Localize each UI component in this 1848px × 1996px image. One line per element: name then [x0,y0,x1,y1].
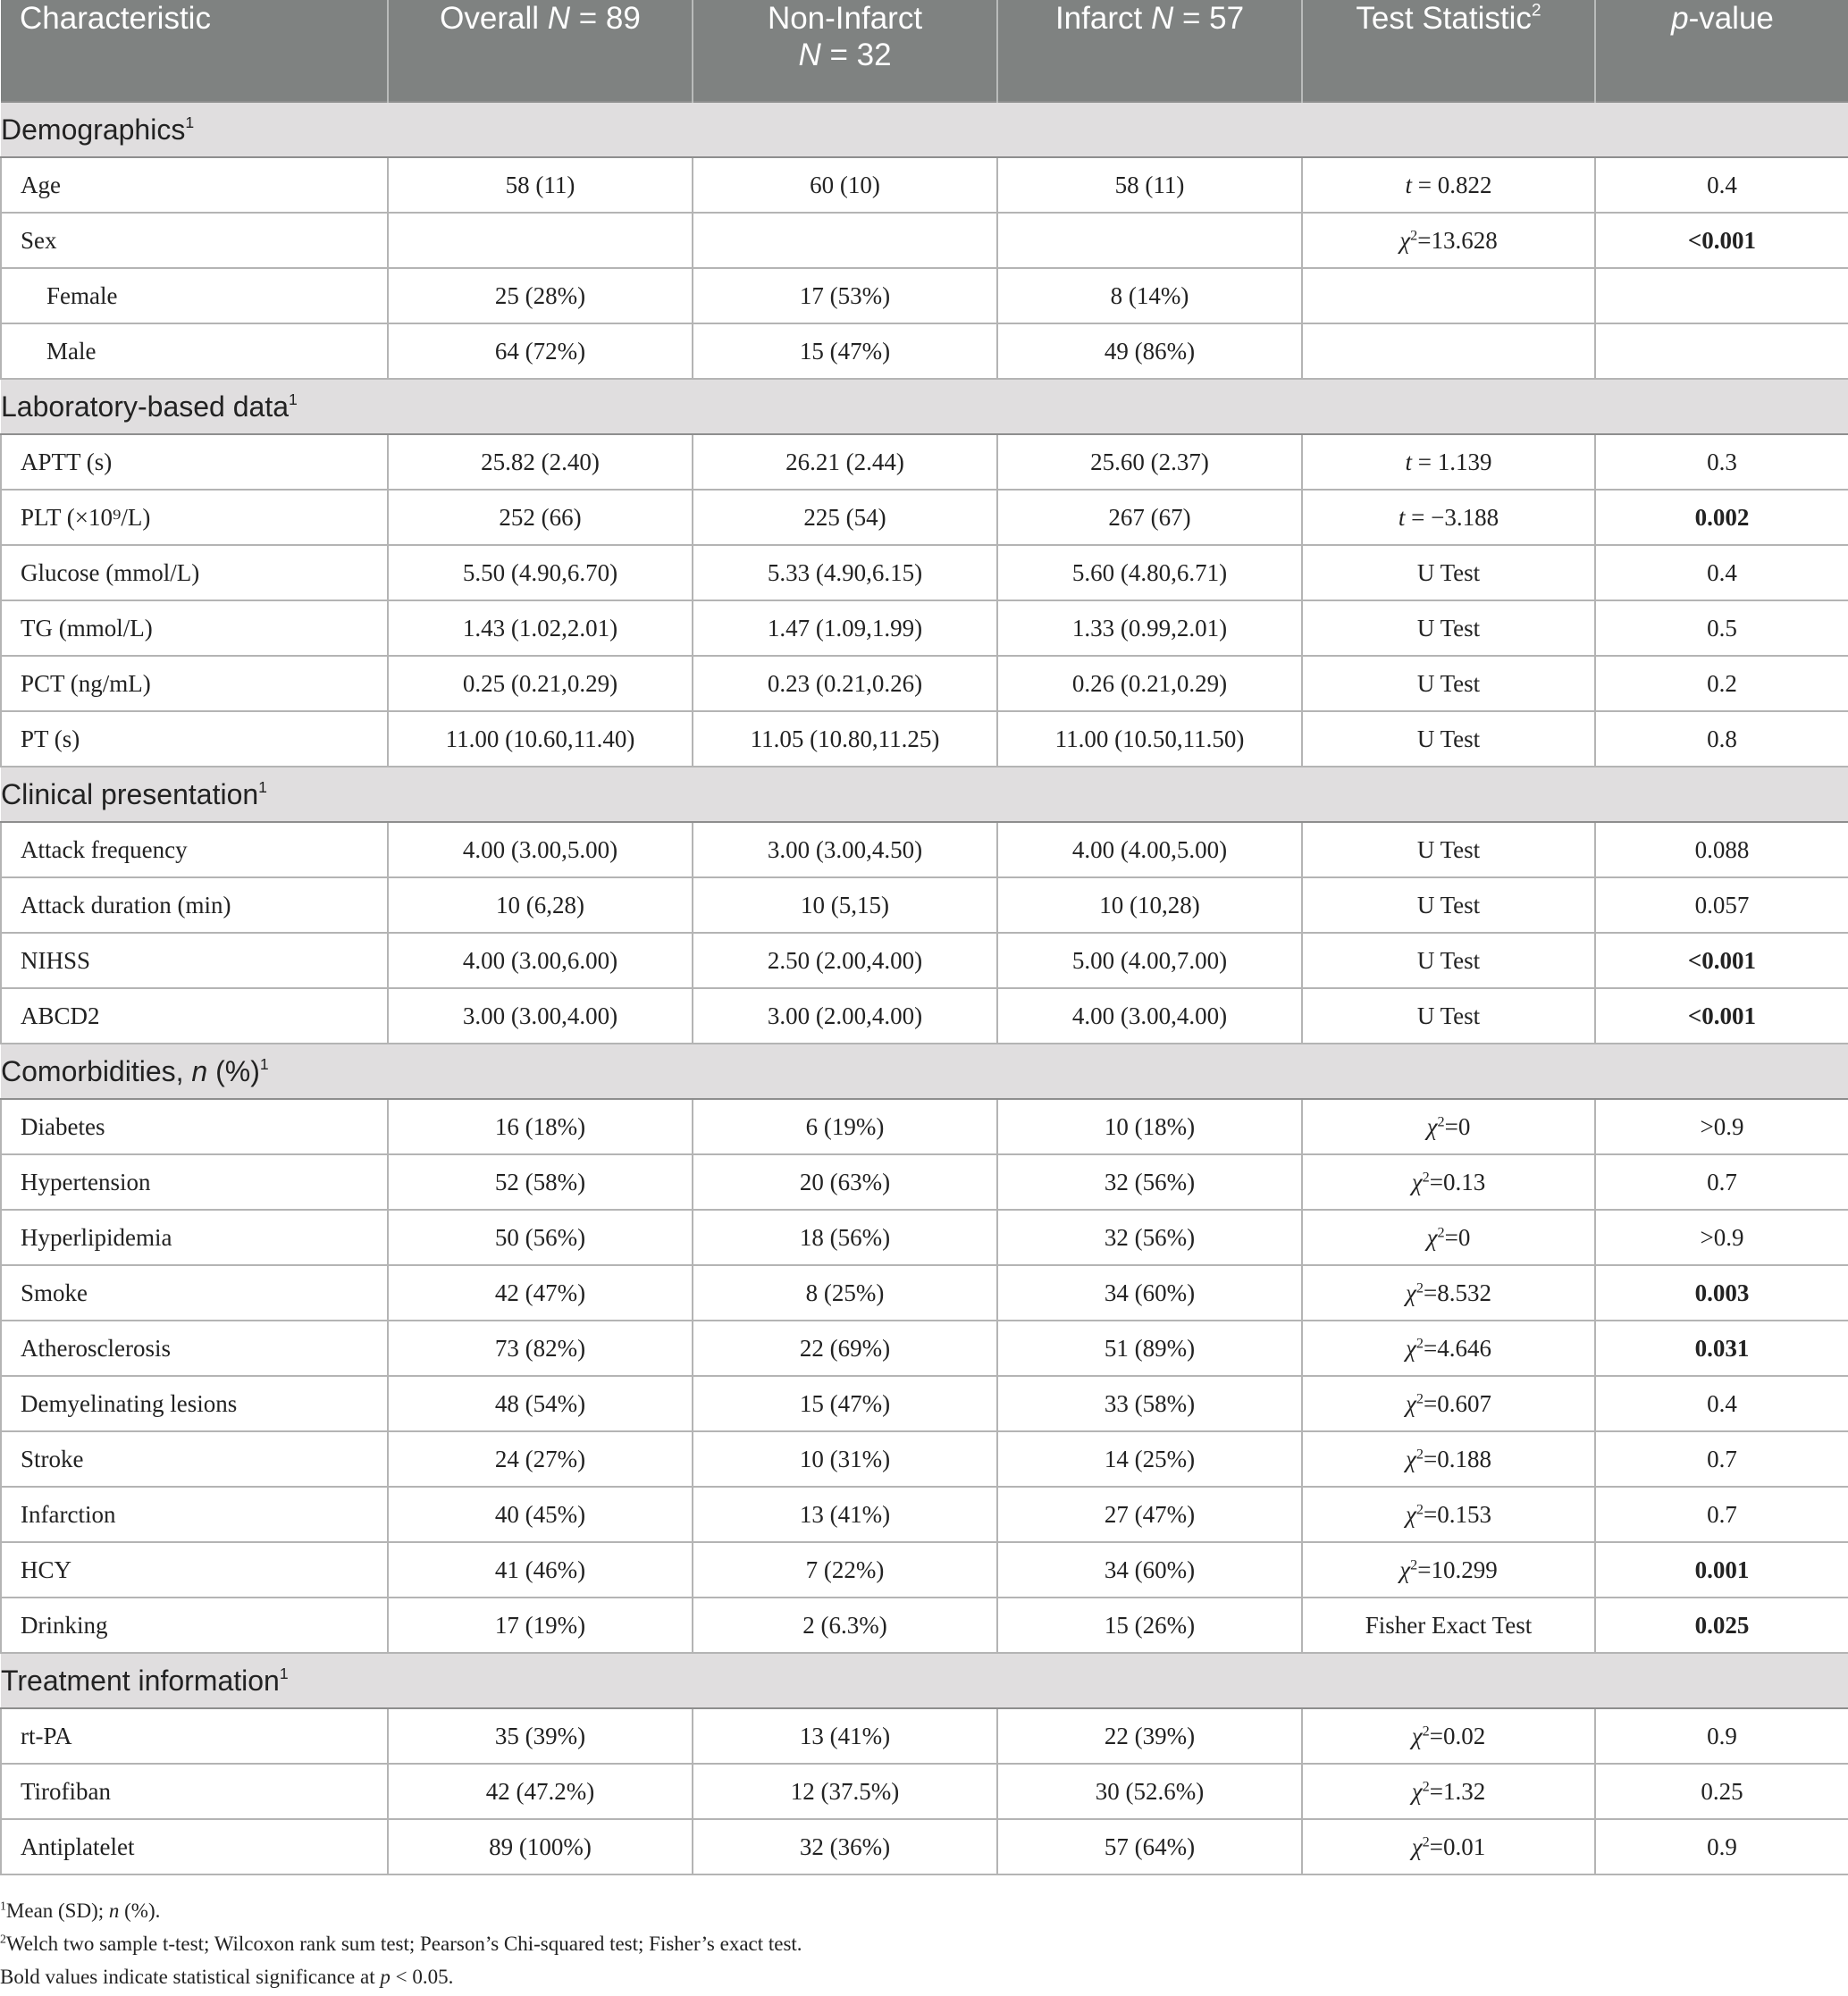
cell-pvalue: 0.003 [1595,1265,1848,1321]
cell-overall: 1.43 (1.02,2.01) [388,600,693,656]
cell-infarct: 5.00 (4.00,7.00) [997,933,1302,988]
cell-test-statistic: $\chi^2=10.299$ [1302,1542,1595,1598]
footnote-marker: 1 [185,113,195,131]
cell-pvalue: 0.9 [1595,1708,1848,1764]
cell-pvalue: 0.5 [1595,600,1848,656]
cell-overall: 42 (47.2%) [388,1764,693,1819]
cell-pvalue: 0.057 [1595,877,1848,933]
table-row [1,157,1848,213]
cell-noninfarct: 18 (56%) [693,1210,997,1265]
row-label: rt-PA [1,1708,388,1764]
cell-pvalue: 0.088 [1595,822,1848,877]
cell-pvalue: 0.9 [1595,1819,1848,1874]
cell-overall: 252 (66) [388,490,693,545]
cell-test-statistic: t = −3.188 [1302,490,1595,545]
row-label: PLT (×10⁹/L) [1,490,388,545]
cell-noninfarct: 15 (47%) [693,1376,997,1431]
cell-infarct: 1.33 (0.99,2.01) [997,600,1302,656]
cell-noninfarct: 0.23 (0.21,0.26) [693,656,997,711]
section-header [1,1653,1848,1708]
table-row [1,1154,1848,1210]
row-label: Drinking [1,1598,388,1653]
cell-overall [388,213,693,268]
cell-overall: 64 (72%) [388,323,693,379]
cell-overall: 89 (100%) [388,1819,693,1874]
cell-infarct: 5.60 (4.80,6.71) [997,545,1302,600]
cell-overall: 48 (54%) [388,1376,693,1431]
row-label: Hypertension [1,1154,388,1210]
cell-pvalue: <0.001 [1595,933,1848,988]
cell-test-statistic: U Test [1302,600,1595,656]
cell-pvalue: >0.9 [1595,1099,1848,1154]
table-row [1,545,1848,600]
cell-overall: 24 (27%) [388,1431,693,1487]
header-test-statistic-label: Test Statistic [1356,1,1532,36]
cell-overall: 58 (11) [388,157,693,213]
row-label: Age [1,157,388,213]
table-row [1,1708,1848,1764]
cell-test-statistic: U Test [1302,656,1595,711]
row-label: Antiplatelet [1,1819,388,1874]
cell-infarct: 32 (56%) [997,1154,1302,1210]
row-label: Attack frequency [1,822,388,877]
cell-noninfarct: 13 (41%) [693,1708,997,1764]
section-row [1,1653,1848,1708]
cell-infarct: 267 (67) [997,490,1302,545]
cell-overall: 25.82 (2.40) [388,434,693,490]
table-row [1,1764,1848,1819]
cell-test-statistic [1302,323,1595,379]
cell-noninfarct: 32 (36%) [693,1819,997,1874]
cell-noninfarct: 1.47 (1.09,1.99) [693,600,997,656]
section-row [1,1044,1848,1099]
table-row [1,711,1848,767]
cell-pvalue: 0.25 [1595,1764,1848,1819]
cell-noninfarct: 13 (41%) [693,1487,997,1542]
row-label: HCY [1,1542,388,1598]
row-label: Sex [1,213,388,268]
cell-test-statistic: U Test [1302,822,1595,877]
footnote-2: $^2$Welch two sample t-test; Wilcoxon rank sum test; Pearson’s Chi-squared test; Fisher’s exact test. [0,1932,802,1955]
cell-noninfarct [693,213,997,268]
footnote-marker: 1 [259,1054,269,1073]
row-label: PT (s) [1,711,388,767]
cell-infarct: 10 (10,28) [997,877,1302,933]
cell-pvalue: 0.8 [1595,711,1848,767]
cell-overall: 16 (18%) [388,1099,693,1154]
table-row [1,1487,1848,1542]
table-row [1,1542,1848,1598]
cell-pvalue: 0.4 [1595,157,1848,213]
section-header [1,102,1848,157]
cell-overall: 0.25 (0.21,0.29) [388,656,693,711]
cell-test-statistic [1302,268,1595,323]
section-header [1,1044,1848,1099]
cell-test-statistic: $\chi^2=1.32$ [1302,1764,1595,1819]
cell-infarct: 10 (18%) [997,1099,1302,1154]
cell-infarct: 0.26 (0.21,0.29) [997,656,1302,711]
cell-infarct: 4.00 (4.00,5.00) [997,822,1302,877]
cell-noninfarct: 10 (31%) [693,1431,997,1487]
table-row [1,822,1848,877]
row-label: Attack duration (min) [1,877,388,933]
row-label: Smoke [1,1265,388,1321]
cell-test-statistic: $\chi^2=8.532$ [1302,1265,1595,1321]
cell-pvalue [1595,323,1848,379]
cell-overall: 73 (82%) [388,1321,693,1376]
header-noninfarct-line2: N = 32 [798,38,892,72]
cell-pvalue: 0.7 [1595,1487,1848,1542]
cell-infarct: 11.00 (10.50,11.50) [997,711,1302,767]
cell-pvalue: 0.2 [1595,656,1848,711]
cell-overall: 11.00 (10.60,11.40) [388,711,693,767]
table-row [1,933,1848,988]
cell-noninfarct: 3.00 (3.00,4.50) [693,822,997,877]
cell-test-statistic: U Test [1302,545,1595,600]
table-row [1,877,1848,933]
cell-test-statistic: U Test [1302,711,1595,767]
cell-infarct: 34 (60%) [997,1265,1302,1321]
cell-overall: 5.50 (4.90,6.70) [388,545,693,600]
cell-pvalue: 0.001 [1595,1542,1848,1598]
cell-pvalue: <0.001 [1595,988,1848,1044]
cell-test-statistic: t = 1.139 [1302,434,1595,490]
header-pvalue: p-value [1595,0,1848,102]
section-title: Clinical presentation [1,777,259,810]
header-overall: Overall N = 89 [388,0,693,102]
header-noninfarct-line1: Non-Infarct [767,1,923,36]
cell-overall: 17 (19%) [388,1598,693,1653]
header-characteristic: Characteristic [1,0,388,102]
row-label: ABCD2 [1,988,388,1044]
cell-pvalue: 0.4 [1595,1376,1848,1431]
footnote-marker: 1 [258,777,267,796]
cell-pvalue [1595,268,1848,323]
cell-overall: 35 (39%) [388,1708,693,1764]
footnote-marker: 1 [279,1664,289,1682]
table-row [1,656,1848,711]
cell-test-statistic: $\chi^2=4.646$ [1302,1321,1595,1376]
cell-noninfarct: 11.05 (10.80,11.25) [693,711,997,767]
cell-test-statistic: $\chi^2=0.01$ [1302,1819,1595,1874]
section-title: Comorbidities, n (%) [1,1054,260,1087]
section-header [1,379,1848,434]
cell-overall: 4.00 (3.00,6.00) [388,933,693,988]
footnote-marker: 1 [289,390,298,408]
row-label: Atherosclerosis [1,1321,388,1376]
cell-test-statistic: $\chi^2=0.188$ [1302,1431,1595,1487]
cell-overall: 40 (45%) [388,1487,693,1542]
table-row [1,1210,1848,1265]
cell-test-statistic: t = 0.822 [1302,157,1595,213]
footnote-marker: 2 [1531,1,1541,21]
cell-pvalue: >0.9 [1595,1210,1848,1265]
cell-pvalue: 0.7 [1595,1154,1848,1210]
cell-infarct: 58 (11) [997,157,1302,213]
section-row [1,379,1848,434]
table-row [1,1598,1848,1653]
cell-test-statistic: $\chi^2=0.13$ [1302,1154,1595,1210]
cell-test-statistic: $\chi^2=0.153$ [1302,1487,1595,1542]
row-label: Stroke [1,1431,388,1487]
row-label: APTT (s) [1,434,388,490]
section-title: Laboratory-based data [1,390,289,423]
section-title: Treatment information [1,1664,280,1697]
cell-overall: 3.00 (3.00,4.00) [388,988,693,1044]
cell-infarct: 34 (60%) [997,1542,1302,1598]
cell-noninfarct: 10 (5,15) [693,877,997,933]
cell-test-statistic: $\chi^2=0$ [1302,1210,1595,1265]
cell-noninfarct: 7 (22%) [693,1542,997,1598]
table-row [1,490,1848,545]
row-label: PCT (ng/mL) [1,656,388,711]
row-label: Glucose (mmol/L) [1,545,388,600]
row-label: Tirofiban [1,1764,388,1819]
table-row [1,1431,1848,1487]
cell-pvalue: 0.031 [1595,1321,1848,1376]
cell-overall: 52 (58%) [388,1154,693,1210]
cell-pvalue: 0.4 [1595,545,1848,600]
cell-infarct: 30 (52.6%) [997,1764,1302,1819]
row-label: Hyperlipidemia [1,1210,388,1265]
cell-overall: 42 (47%) [388,1265,693,1321]
table-row [1,1321,1848,1376]
cell-infarct: 51 (89%) [997,1321,1302,1376]
header-noninfarct [693,0,997,102]
cell-test-statistic: U Test [1302,988,1595,1044]
cell-pvalue: 0.025 [1595,1598,1848,1653]
table-body [1,102,1848,1874]
header-test-statistic [1302,0,1595,102]
row-label: Diabetes [1,1099,388,1154]
cell-noninfarct: 2 (6.3%) [693,1598,997,1653]
section-row [1,767,1848,822]
cell-noninfarct: 6 (19%) [693,1099,997,1154]
table-row [1,323,1848,379]
footnotes [0,1894,1848,1993]
cell-overall: 4.00 (3.00,5.00) [388,822,693,877]
cell-noninfarct: 20 (63%) [693,1154,997,1210]
cell-pvalue: 0.7 [1595,1431,1848,1487]
cell-infarct: 25.60 (2.37) [997,434,1302,490]
cell-pvalue: 0.002 [1595,490,1848,545]
row-label: Infarction [1,1487,388,1542]
row-label: Male [1,323,388,379]
header-row [1,0,1848,102]
cell-test-statistic: $\chi^2=13.628$ [1302,213,1595,268]
table-row [1,1099,1848,1154]
row-label: NIHSS [1,933,388,988]
header-infarct: Infarct N = 57 [997,0,1302,102]
section-row [1,102,1848,157]
footnote-1: $^1$Mean (SD); n (%). [0,1899,161,1922]
cell-infarct: 8 (14%) [997,268,1302,323]
cell-test-statistic: $\chi^2=0.02$ [1302,1708,1595,1764]
cell-infarct: 27 (47%) [997,1487,1302,1542]
cell-infarct: 33 (58%) [997,1376,1302,1431]
cell-infarct [997,213,1302,268]
cell-noninfarct: 22 (69%) [693,1321,997,1376]
cell-test-statistic: $\chi^2=0$ [1302,1099,1595,1154]
cell-noninfarct: 60 (10) [693,157,997,213]
row-label: Demyelinating lesions [1,1376,388,1431]
cell-test-statistic: Fisher Exact Test [1302,1598,1595,1653]
cell-pvalue: 0.3 [1595,434,1848,490]
cell-infarct: 14 (25%) [997,1431,1302,1487]
cell-infarct: 4.00 (3.00,4.00) [997,988,1302,1044]
cell-test-statistic: U Test [1302,933,1595,988]
cell-test-statistic: $\chi^2=0.607$ [1302,1376,1595,1431]
table-row [1,268,1848,323]
table-row [1,1819,1848,1874]
cell-noninfarct: 3.00 (2.00,4.00) [693,988,997,1044]
cell-noninfarct: 15 (47%) [693,323,997,379]
cell-noninfarct: 17 (53%) [693,268,997,323]
cell-noninfarct: 5.33 (4.90,6.15) [693,545,997,600]
cell-infarct: 49 (86%) [997,323,1302,379]
cell-overall: 50 (56%) [388,1210,693,1265]
cell-infarct: 57 (64%) [997,1819,1302,1874]
cell-overall: 25 (28%) [388,268,693,323]
cell-infarct: 32 (56%) [997,1210,1302,1265]
cell-noninfarct: 8 (25%) [693,1265,997,1321]
cell-infarct: 22 (39%) [997,1708,1302,1764]
cell-noninfarct: 12 (37.5%) [693,1764,997,1819]
section-title: Demographics [1,113,186,146]
section-header [1,767,1848,822]
table-row [1,1265,1848,1321]
table-row [1,600,1848,656]
cell-noninfarct: 2.50 (2.00,4.00) [693,933,997,988]
cell-overall: 41 (46%) [388,1542,693,1598]
footnote-3: Bold values indicate statistical significance at p < 0.05. [0,1966,454,1988]
cell-test-statistic: U Test [1302,877,1595,933]
cell-pvalue: <0.001 [1595,213,1848,268]
cell-infarct: 15 (26%) [997,1598,1302,1653]
row-label: Female [1,268,388,323]
table-row [1,213,1848,268]
table-row [1,988,1848,1044]
cell-noninfarct: 26.21 (2.44) [693,434,997,490]
cell-overall: 10 (6,28) [388,877,693,933]
table-row [1,434,1848,490]
table-row [1,1376,1848,1431]
row-label: TG (mmol/L) [1,600,388,656]
cell-noninfarct: 225 (54) [693,490,997,545]
